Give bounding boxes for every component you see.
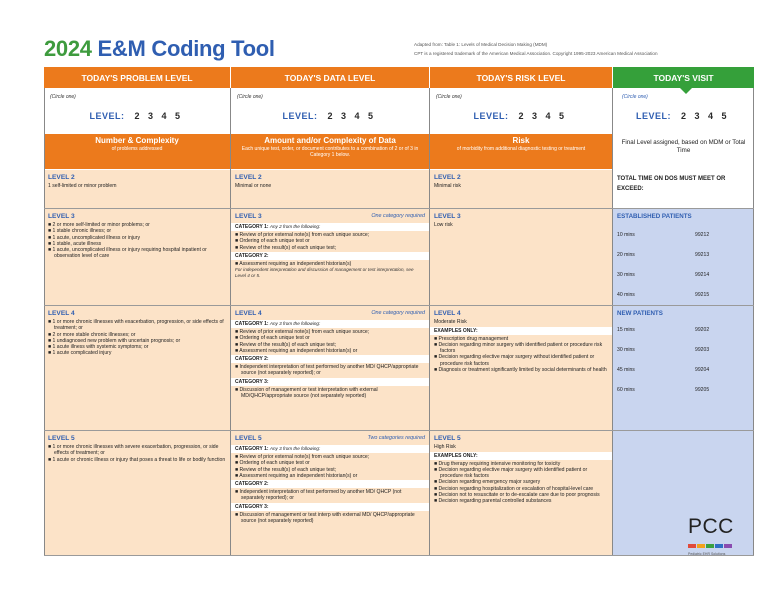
list-item: ■ 1 acute, uncomplicated illness or injury requiring hospital inpatient or observation level of care — [48, 247, 207, 260]
level-option-4[interactable]: 4 — [161, 111, 168, 121]
level-option-5[interactable]: 5 — [721, 111, 728, 121]
logo-bar — [688, 544, 696, 548]
list-item: ■ 1 acute or chronic illness or injury that poses a threat to life or bodily function — [48, 456, 226, 463]
new-patients-title: NEW PATIENTS — [617, 310, 663, 317]
problem-level-selector[interactable] — [44, 88, 230, 134]
subheader-risk — [430, 134, 612, 169]
subheader-title: Number & Complexity — [95, 136, 179, 145]
level-label: LEVEL: — [282, 111, 318, 121]
problem-level-3 — [44, 209, 230, 305]
list-item: ■ 1 or more chronic illnesses with exacerbation, progression, or side effects of treatment; or — [48, 319, 224, 332]
risk-level-4 — [430, 306, 612, 430]
level-heading: LEVEL 3 — [434, 213, 461, 220]
level-label: LEVEL: — [89, 111, 125, 121]
list-item: ■ 2 or more stable chronic illnesses; or — [48, 331, 136, 338]
level-text: High Risk — [434, 444, 456, 450]
level-heading: LEVEL 3 — [235, 213, 262, 220]
time-header — [613, 170, 754, 208]
level-heading: LEVEL 5 — [48, 435, 75, 442]
time-row: 60 mins 99205 — [617, 387, 710, 393]
circle-one-hint: (Circle one) — [436, 94, 462, 100]
data-level-3 — [231, 209, 429, 305]
level-option-2[interactable]: 2 — [680, 111, 687, 121]
header-risk: TODAY'S RISK LEVEL — [430, 67, 612, 88]
visit-level-selector[interactable] — [613, 88, 754, 134]
list-item: ■ Discussion of management or test interp with external MD/ QHCP/appropriate source (not separately reported) — [235, 511, 415, 525]
level-heading: LEVEL 5 — [434, 435, 461, 442]
level-option-5[interactable]: 5 — [368, 111, 374, 121]
time-header-text: TOTAL TIME ON DOS MUST MEET OR EXCEED: — [617, 176, 726, 192]
divider — [230, 88, 231, 556]
list-item: ■ Discussion of management or test interpretation with external MD/QHCP/appropriate source (not separately reported) — [235, 386, 378, 400]
subheader-title: Risk — [512, 136, 530, 145]
time-row: 20 mins 99213 — [617, 252, 710, 258]
list-item: ■ Review of the result(s) of each unique test; — [235, 466, 337, 473]
subheader-subtitle: of morbidity from additional diagnostic testing or treatment — [456, 146, 586, 152]
level-heading: LEVEL 4 — [434, 310, 461, 317]
divider — [44, 208, 754, 209]
pointer-icon — [680, 88, 692, 94]
page-title: 2024 E&M Coding Tool — [44, 36, 275, 61]
list-item: ■ Independent interpretation of test performed by another MD/ QHCP/appropriate source (not separately reported); or — [235, 364, 419, 377]
list-item: ■ Review of prior external note(s) from each unique source; — [235, 232, 370, 238]
risk-level-selector[interactable] — [430, 88, 612, 134]
list-item: ■ Decision regarding elective major surgery with identified patient or procedure risk factors — [434, 466, 588, 480]
list-item: ■ 2 or more self-limited or minor problems; or — [48, 222, 150, 228]
level-options — [430, 111, 612, 121]
divider — [44, 430, 754, 431]
list-item: ■ Decision regarding hospitalization or escalation of hospital-level care — [434, 485, 594, 492]
level-text: Moderate Risk — [434, 319, 467, 325]
subheader-subtitle: Each unique test, order, or document contributes to a combination of 2 or of 3 in Category 1 below. — [241, 146, 419, 158]
level-heading: LEVEL 4 — [235, 310, 262, 317]
requirement-note: Two categories required — [367, 435, 425, 441]
list-item: ■ Review of prior external note(s) from each unique source; — [235, 454, 370, 460]
list-item: ■ Ordering of each unique test or — [235, 238, 310, 245]
level-heading: LEVEL 2 — [48, 174, 75, 181]
list-item: ■ Independent interpretation of test performed by another MD/ QHCP (not separately reported); or — [235, 489, 402, 502]
new-patients — [613, 306, 754, 430]
logo-bar — [724, 544, 732, 548]
list-item: ■ Assessment requiring an independent historian(s) or — [235, 347, 358, 354]
pcc-logo: PCC — [688, 515, 734, 538]
level-option-2[interactable]: 2 — [518, 111, 524, 121]
subheader-subtitle: of problems addressed — [111, 146, 163, 152]
interpretation-note: For independent interpretation and discussion of management or test interpretation, see Level 4 or 5. — [235, 267, 414, 278]
list-item: ■ Diagnosis or treatment significantly limited by social determinants of health — [434, 367, 607, 374]
circle-one-hint: (Circle one) — [50, 94, 76, 100]
data-level-2 — [231, 170, 429, 208]
data-level-5 — [231, 431, 429, 556]
list-item: ■ 1 undiagnosed new problem with uncertain prognosis; or — [48, 337, 181, 344]
visit-final-note: Final Level assigned, based on MDM or Total Time — [621, 139, 746, 154]
time-row: 45 mins 99204 — [617, 367, 710, 373]
time-row: 30 mins 99214 — [617, 272, 710, 278]
list-item: ■ Decision regarding elective major surgery without identified patient or procedure risk factors — [434, 354, 595, 367]
category-1: CATEGORY 1: Any 2 from the following: — [231, 223, 429, 231]
level-option-4[interactable]: 4 — [354, 111, 361, 121]
list-item: ■ Review of the result(s) of each unique test; — [235, 341, 337, 348]
level-heading: LEVEL 5 — [235, 435, 262, 442]
list-item: ■ Decision not to resuscitate or to de-escalate care due to poor prognosis — [434, 492, 600, 499]
divider — [44, 555, 754, 556]
level-label: LEVEL: — [473, 111, 509, 121]
divider — [44, 305, 754, 306]
problem-level-2 — [44, 170, 230, 208]
category-1: CATEGORY 1: Any 3 from the following: — [231, 445, 429, 453]
list-item: ■ 1 stable chronic illness; or — [48, 228, 112, 235]
header-problem: TODAY'S PROBLEM LEVEL — [44, 67, 230, 88]
level-option-5[interactable]: 5 — [175, 111, 181, 121]
list-item: ■ Review of the result(s) of each unique test; — [235, 244, 337, 251]
list-item: ■ Prescription drug management — [434, 335, 509, 342]
risk-level-3 — [430, 209, 612, 305]
header-data: TODAY'S DATA LEVEL — [231, 67, 429, 88]
divider — [612, 88, 613, 556]
examples-label: EXAMPLES ONLY: — [430, 327, 612, 335]
level-option-2[interactable]: 2 — [327, 111, 333, 121]
level-text: Low risk — [434, 222, 453, 228]
category-2: CATEGORY 2: — [231, 355, 429, 363]
data-level-4 — [231, 306, 429, 430]
time-row: 40 mins 99215 — [617, 292, 710, 298]
list-item: ■ Decision regarding minor surgery with identified patient or procedure risk factors — [434, 341, 603, 355]
list-item: ■ Decision regarding emergency major surgery — [434, 479, 541, 486]
list-item: ■ Ordering of each unique test or — [235, 335, 310, 342]
established-patients — [613, 209, 754, 305]
level-options — [44, 111, 230, 121]
level-option-4[interactable]: 4 — [708, 111, 714, 121]
list-item: ■ 1 stable, acute illness — [48, 240, 102, 247]
subheader-data — [231, 134, 429, 169]
list-item: ■ Drug therapy requiring intensive monitoring for toxicity — [434, 460, 561, 467]
level-heading: LEVEL 2 — [235, 174, 262, 181]
problem-level-4 — [44, 306, 230, 430]
header-visit: TODAY'S VISIT — [613, 67, 754, 88]
logo-bar — [697, 544, 705, 548]
list-item: ■ 1 or more chronic illnesses with severe exacerbation, progression, or side effects of treatment; or — [48, 444, 219, 457]
level-option-3[interactable]: 3 — [694, 111, 700, 121]
data-level-selector[interactable] — [231, 88, 429, 134]
level-label: LEVEL: — [635, 111, 671, 121]
category-2: CATEGORY 2: — [231, 252, 429, 260]
level-option-3[interactable]: 3 — [340, 111, 347, 121]
list-item: ■ Review of prior external note(s) from each unique source; — [235, 329, 370, 335]
category-2: CATEGORY 2: — [231, 480, 429, 488]
category-3: CATEGORY 3: — [231, 378, 429, 386]
category-1: CATEGORY 1: Any 3 from the following: — [231, 320, 429, 328]
examples-label: EXAMPLES ONLY: — [430, 452, 612, 460]
requirement-note: One category required — [371, 310, 425, 316]
time-row: 15 mins 99202 — [617, 327, 710, 333]
level-heading: LEVEL 4 — [48, 310, 75, 317]
level-option-3[interactable]: 3 — [531, 111, 538, 121]
level-heading: LEVEL 2 — [434, 174, 461, 181]
risk-level-2 — [430, 170, 612, 208]
subheader-title: Amount and/or Complexity of Data — [264, 136, 396, 145]
list-item: ■ 1 acute complicated injury — [48, 350, 112, 357]
logo-bar — [715, 544, 723, 548]
risk-level-5 — [430, 431, 612, 556]
logo-bar — [706, 544, 714, 548]
level-option-2[interactable]: 2 — [134, 111, 140, 121]
level-option-5[interactable]: 5 — [559, 111, 565, 121]
list-item: ■ 1 acute, uncomplicated illness or injury — [48, 234, 140, 241]
divider — [429, 88, 430, 556]
level-option-3[interactable]: 3 — [147, 111, 154, 121]
list-item: ■ 1 acute illness with systemic symptoms; or — [48, 344, 149, 351]
divider — [44, 88, 45, 556]
time-row: 30 mins 99203 — [617, 347, 710, 353]
logo-tagline: Pediatric EHR Solutions — [688, 552, 726, 556]
list-item: ■ Decision regarding parental controlled substances — [434, 498, 552, 505]
divider — [753, 88, 754, 556]
level-option-4[interactable]: 4 — [545, 111, 552, 121]
level-options — [231, 111, 429, 121]
credits: Adapted from: Table 1: Levels of Medical Decision Making (MDM) CPT is a registered trademark of the American Medical Association. Copyright 1995-2023 American Medical Association — [414, 42, 658, 56]
requirement-note: One category required — [371, 213, 425, 219]
list-item: ■ Assessment requiring an independent historian(s) — [235, 260, 352, 267]
category-3: CATEGORY 3: — [231, 503, 429, 511]
level-text: 1 self-limited or minor problem — [48, 183, 117, 189]
problem-level-5 — [44, 431, 230, 556]
level-text: Minimal or none — [235, 183, 272, 189]
time-row: 10 mins 99212 — [617, 232, 710, 238]
circle-one-hint: (Circle one) — [622, 94, 648, 100]
circle-one-hint: (Circle one) — [237, 94, 263, 100]
level-heading: LEVEL 3 — [48, 213, 75, 220]
list-item: ■ Ordering of each unique test or — [235, 460, 310, 467]
list-item: ■ Assessment requiring an independent historian(s) or — [235, 472, 358, 479]
level-options — [613, 111, 754, 121]
level-text: Minimal risk — [434, 183, 461, 189]
subheader-problem — [44, 134, 230, 169]
established-title: ESTABLISHED PATIENTS — [617, 213, 692, 220]
